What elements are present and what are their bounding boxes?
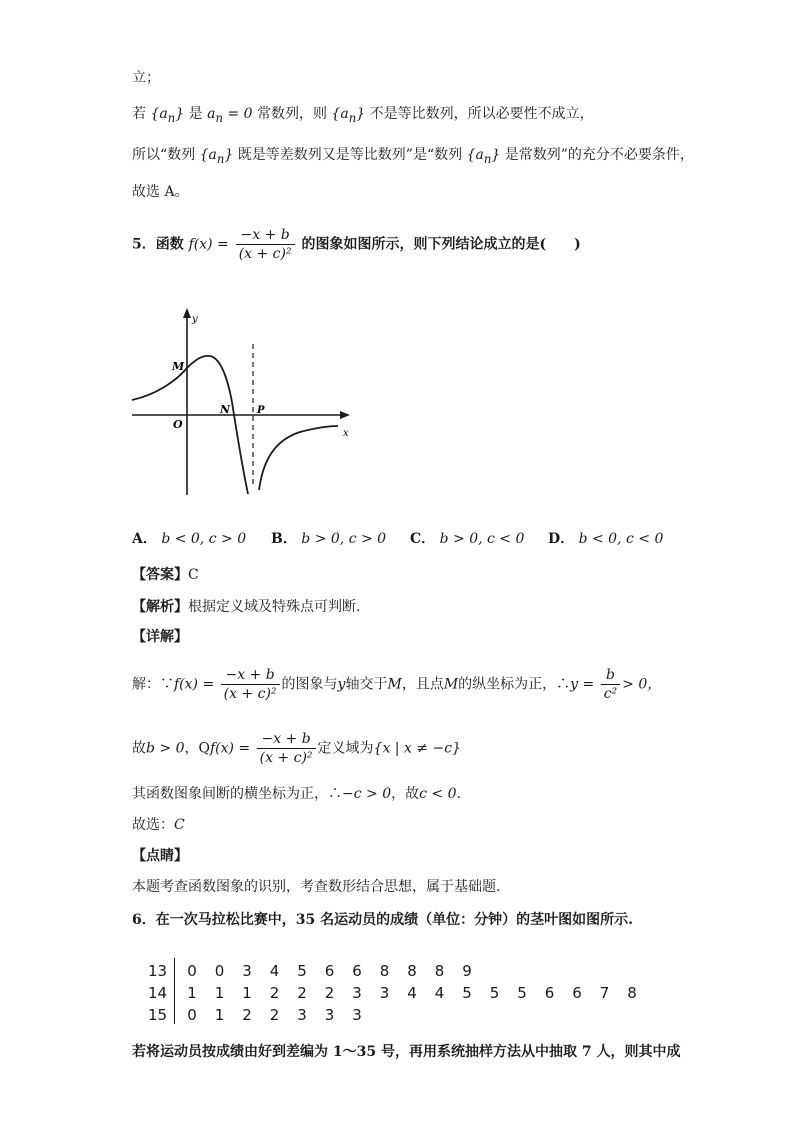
leaf-value: 5: [489, 984, 500, 1002]
leaf-value: 5: [297, 962, 307, 980]
an-equals-zero: $a_n = 0$: [207, 106, 253, 125]
curve-left-branch: [132, 356, 248, 494]
detail2-func-fraction: $\frac{-x + b}{\text{(x + c)²}}$: [257, 730, 316, 767]
label-M: M: [172, 360, 185, 373]
leaf-value: 1: [214, 984, 225, 1002]
leaf-value: 3: [352, 1006, 362, 1024]
text-segment: 常数列，则: [256, 106, 327, 122]
leaf-value: 6: [544, 984, 555, 1002]
text-line-1: 立；: [132, 70, 160, 86]
leaf-value: 3: [297, 1006, 307, 1024]
leaf-value: 2: [297, 984, 307, 1002]
text-line-2: [132, 104, 594, 128]
leaf-value: 3: [242, 962, 252, 980]
leaf-value: 9: [462, 962, 472, 980]
leaf-value: 3: [324, 1006, 335, 1024]
x-axis-arrow: [340, 411, 350, 419]
leaf-value: 8: [627, 984, 637, 1002]
stem-value: 14: [148, 984, 168, 1002]
sequence-an: $\{a_n\}$: [199, 147, 234, 166]
q5-option-c[interactable]: C． b > 0, c < 0: [410, 531, 525, 547]
label-O: O: [173, 418, 183, 431]
q6-stem: 6．在一次马拉松比赛中，35 名运动员的成绩（单位：分钟）的茎叶图如图所示.: [132, 912, 633, 928]
leaf-value: 0: [214, 962, 225, 980]
leaf-value: 0: [187, 1006, 197, 1024]
leaf-value: 3: [352, 984, 362, 1002]
q5-option-d[interactable]: D． b < 0, c < 0: [548, 531, 664, 547]
q5-detail-line-3: 其函数图象间断的横坐标为正，∴−c > 0，故c < 0.: [132, 786, 461, 802]
q5-answer: 【答案】C: [132, 567, 199, 583]
leaf-value: 0: [187, 962, 197, 980]
sequence-an: $\{a_n\}$: [150, 106, 185, 125]
leaf-value: 8: [379, 962, 390, 980]
label-P: P: [257, 405, 265, 416]
leaf-value: 8: [434, 962, 445, 980]
label-y: y: [192, 314, 198, 325]
q5-stem-tail: 的图象如图所示，则下列结论成立的是( ): [301, 236, 581, 253]
sequence-an: $\{a_n\}$: [331, 106, 366, 125]
leaf-value: 2: [242, 1006, 252, 1024]
leaf-value: 2: [269, 984, 280, 1002]
q5-stem: [132, 226, 581, 263]
stem-value: 13: [148, 962, 168, 980]
leaf-value: 6: [572, 984, 582, 1002]
q5-detail-line-2: 故b > 0，Qf(x) = $\frac{-x + b}{\text{(x + c)²}}$ 定义域为{x | x ≠ −c}: [132, 731, 461, 766]
curve-right-branch: [259, 426, 338, 490]
y-axis-arrow: [183, 308, 191, 318]
leaf-value: 3: [379, 984, 390, 1002]
leaf-value: 1: [187, 984, 197, 1002]
text-segment: 是: [188, 106, 203, 122]
q5-comment: 本题考查函数图象的识别，考查数形结合思想，属于基础题.: [132, 879, 501, 895]
label-N: N: [220, 403, 231, 416]
text-segment: 所以“数列: [132, 147, 196, 163]
text-line-4: 故选 A。: [132, 184, 189, 200]
text-segment: 若: [132, 106, 146, 122]
leaf-value: 4: [407, 984, 417, 1002]
q5-option-b[interactable]: B． b > 0, c > 0: [271, 531, 387, 547]
q5-func-lhs: f(x) =: [188, 236, 229, 253]
text-segment: 不是等比数列，所以必要性不成立，: [369, 106, 594, 122]
leaf-value: 2: [324, 984, 335, 1002]
label-x: x: [343, 428, 349, 439]
sequence-an: $\{a_n\}$: [466, 147, 501, 166]
q5-detail-tag: 【详解】: [132, 629, 188, 645]
leaf-value: 8: [407, 962, 417, 980]
q5-comment-tag: 【点睛】: [132, 848, 188, 864]
leaf-value: 4: [434, 984, 445, 1002]
text-segment: 既是等差数列又是等比数列”是“数列: [237, 147, 463, 163]
detail-b-over-c2: $\frac{b}{\text{c²}}$: [601, 666, 620, 703]
leaf-value: 6: [352, 962, 362, 980]
leaf-value: 5: [517, 984, 527, 1002]
detail-func-fraction: $\frac{-x + b}{\text{(x + c)²}}$: [221, 666, 280, 703]
leaf-value: 5: [462, 984, 472, 1002]
leaf-value: 1: [214, 1006, 225, 1024]
q5-detail-line-1: 解：∵f(x) = $\frac{-x + b}{\text{(x + c)²}}$ 的图象与y轴交于M，且点M的纵坐标为正，∴y = $\frac{b}{\text{c²}}$ > 0，: [132, 667, 662, 702]
q5-function-graph: [130, 300, 360, 500]
q5-number: 5．函数: [132, 236, 184, 253]
q5-choice: 故选：C: [132, 817, 185, 833]
stem-leaf-divider: [174, 958, 175, 1024]
leaf-value: 4: [269, 962, 280, 980]
leaf-value: 6: [324, 962, 335, 980]
text-segment: 是常数列”的充分不必要条件，: [504, 147, 694, 163]
leaf-value: 2: [269, 1006, 280, 1024]
q6-tail: 若将运动员按成绩由好到差编为 1～35 号，再用系统抽样方法从中抽取 7 人，则其中成: [132, 1044, 681, 1060]
q5-func-fraction: $\frac{-x + b}{\text{(x + c)²}}$: [236, 226, 295, 263]
q5-option-a[interactable]: A． b < 0, c > 0: [132, 531, 247, 547]
leaf-value: 7: [599, 984, 610, 1002]
text-line-3: [132, 145, 694, 169]
stem-value: 15: [148, 1006, 168, 1024]
q5-analysis: 【解析】根据定义域及特殊点可判断.: [132, 599, 361, 615]
leaf-value: 1: [242, 984, 252, 1002]
